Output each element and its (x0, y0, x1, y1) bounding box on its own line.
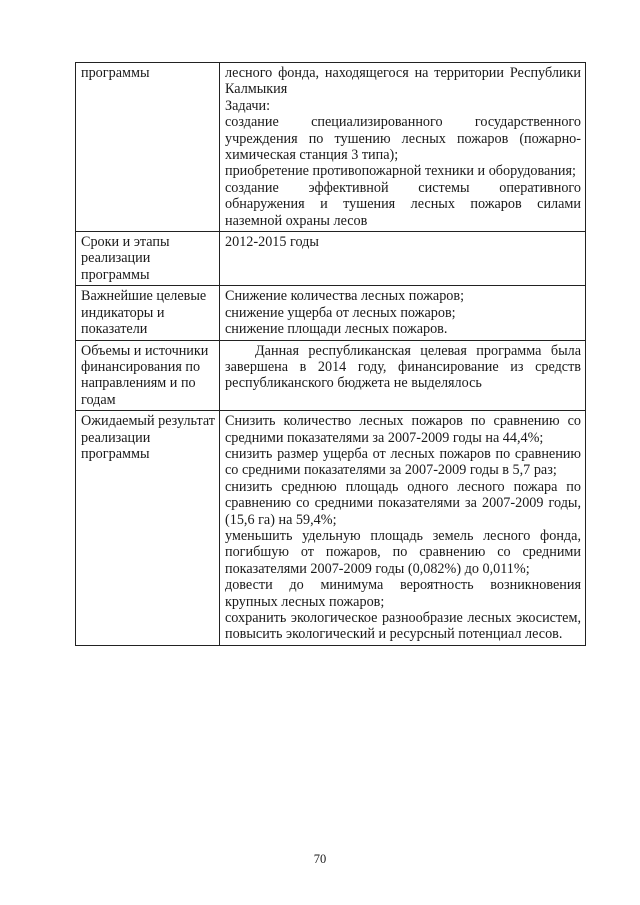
content-paragraph: снизить размер ущерба от лесных пожаров по сравнению со средними показателями за 2007-2009 годы в 5,7 раз; (225, 445, 581, 479)
content-paragraph: создание специализированного государственного учреждения по тушению лесных пожаров (пожарно-химическая станция 3 типа); (225, 114, 581, 164)
row-label: Объемы и источники финансирования по направлениям и по годам (76, 340, 220, 411)
content-paragraph: снижение площади лесных пожаров. (225, 321, 448, 338)
content-paragraph: снизить среднюю площадь одного лесного пожара по сравнению со средними показателями за 2007-2009 годы, (15,6 га) на 59,4%; (225, 478, 581, 528)
content-paragraph: приобретение противопожарной техники и оборудования; (225, 163, 576, 180)
row-content (220, 411, 586, 646)
row-content (220, 232, 586, 286)
row-label: программы (76, 63, 220, 232)
table-row (76, 63, 586, 232)
content-paragraph: лесного фонда, находящегося на территории Республики Калмыкия (225, 65, 581, 98)
content-paragraph: Задачи: (225, 97, 271, 114)
content-paragraph: Снизить количество лесных пожаров по сравнению со средними показателями за 2007-2009 годы на 44,4%; (225, 413, 581, 446)
content-paragraph: создание эффективной системы оперативного обнаружения и тушения лесных пожаров силами наземной охраны лесов (225, 179, 581, 229)
content-paragraph: Снижение количества лесных пожаров; (225, 288, 465, 305)
row-label: Ожидаемый результат реализации программы (76, 411, 220, 646)
table-row (76, 411, 586, 646)
content-paragraph: сохранить экологическое разнообразие лесных экосистем, повысить экологический и ресурсный потенциал лесов. (225, 610, 581, 643)
content-paragraph: 2012-2015 годы (225, 234, 319, 251)
content-paragraph: уменьшить удельную площадь земель лесного фонда, погибшую от пожаров, по сравнению со средними показателями 2007-2009 годы (0,082%) до 0,011%; (225, 527, 581, 577)
row-label: Сроки и этапы реализации программы (76, 232, 220, 286)
content-paragraph: Данная республиканская целевая программа была завершена в 2014 году, финансирование из средств республиканского бюджета не выделялось (225, 342, 581, 392)
content-paragraph: снижение ущерба от лесных пожаров; (225, 304, 456, 321)
row-content (220, 340, 586, 411)
content-paragraph: довести до минимума вероятность возникновения крупных лесных пожаров; (225, 577, 581, 610)
page-number: 70 (313, 852, 327, 866)
table-row (76, 286, 586, 340)
row-content (220, 286, 586, 340)
row-label: Важнейшие целевые индикаторы и показатели (76, 286, 220, 340)
row-content (220, 63, 586, 232)
program-passport-table (75, 62, 586, 646)
table-row (76, 232, 586, 286)
table-row (76, 340, 586, 411)
